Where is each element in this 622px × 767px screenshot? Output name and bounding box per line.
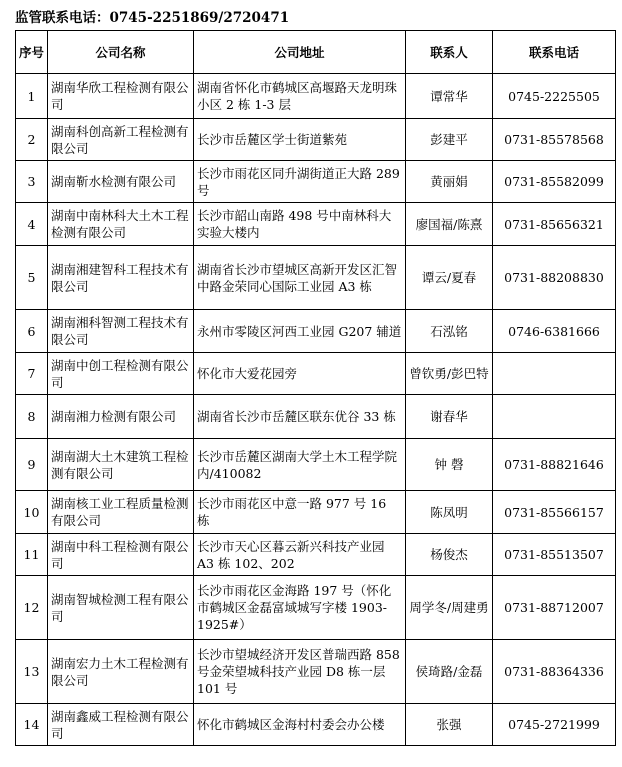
contact-person: 廖国福/陈熹: [406, 203, 493, 246]
table-row: [16, 74, 616, 119]
company-name: 湖南湘建智科工程技术有限公司: [48, 246, 194, 310]
supervision-hotline: 监管联系电话：0745-2251869/2720471: [15, 10, 290, 26]
company-address: 怀化市鹤城区金海村村委会办公楼: [194, 704, 406, 746]
company-table: [15, 30, 616, 746]
company-name: 湖南湘力检测有限公司: [48, 395, 194, 439]
contact-person: 杨俊杰: [406, 534, 493, 576]
company-name: 湖南鑫威工程检测有限公司: [48, 704, 194, 746]
contact-person: 钟 磬: [406, 439, 493, 491]
table-row: [16, 439, 616, 491]
contact-person: 张强: [406, 704, 493, 746]
table-row: [16, 353, 616, 395]
company-address: 长沙市岳麓区学士街道紫苑: [194, 119, 406, 161]
company-name: 湖南湘科智测工程技术有限公司: [48, 310, 194, 353]
company-address: 长沙市岳麓区湖南大学土木工程学院内/410082: [194, 439, 406, 491]
contact-person: 谭云/夏春: [406, 246, 493, 310]
contact-phone: 0731-88364336: [493, 640, 616, 704]
company-name: 湖南中科工程检测有限公司: [48, 534, 194, 576]
company-address: 长沙市雨花区同升湖街道正大路 289 号: [194, 161, 406, 203]
table-row: [16, 310, 616, 353]
contact-phone: 0731-88712007: [493, 576, 616, 640]
row-number: 9: [16, 439, 48, 491]
table-row: [16, 395, 616, 439]
company-address: 长沙市天心区暮云新兴科技产业园 A3 栋 102、202: [194, 534, 406, 576]
row-number: 12: [16, 576, 48, 640]
company-name: 湖南湖大土木建筑工程检测有限公司: [48, 439, 194, 491]
row-number: 1: [16, 74, 48, 119]
table-row: [16, 246, 616, 310]
company-address: 长沙市韶山南路 498 号中南林科大实验大楼内: [194, 203, 406, 246]
contact-phone: 0745-2225505: [493, 74, 616, 119]
row-number: 2: [16, 119, 48, 161]
company-address: 湖南省长沙市岳麓区联东优谷 33 栋: [194, 395, 406, 439]
company-name: 湖南中创工程检测有限公司: [48, 353, 194, 395]
row-number: 10: [16, 491, 48, 534]
contact-phone: [493, 395, 616, 439]
table-row: [16, 119, 616, 161]
company-address: 永州市零陵区河西工业园 G207 辅道: [194, 310, 406, 353]
contact-phone: 0731-88208830: [493, 246, 616, 310]
contact-person: 曾钦勇/彭巴特: [406, 353, 493, 395]
contact-phone: 0731-85513507: [493, 534, 616, 576]
company-name: 湖南核工业工程质量检测有限公司: [48, 491, 194, 534]
company-address: 湖南省怀化市鹤城区高堰路天龙明珠小区 2 栋 1-3 层: [194, 74, 406, 119]
contact-phone: 0746-6381666: [493, 310, 616, 353]
contact-phone: 0731-85582099: [493, 161, 616, 203]
row-number: 11: [16, 534, 48, 576]
table-row: [16, 704, 616, 746]
contact-person: 侯琦路/金磊: [406, 640, 493, 704]
contact-phone: 0731-85566157: [493, 491, 616, 534]
contact-person: 陈凤明: [406, 491, 493, 534]
company-address: 湖南省长沙市望城区高新开发区汇智中路金荣同心国际工业园 A3 栋: [194, 246, 406, 310]
company-name: 湖南宏力土木工程检测有限公司: [48, 640, 194, 704]
row-number: 7: [16, 353, 48, 395]
table-row: [16, 534, 616, 576]
company-name: 湖南中南林科大土木工程检测有限公司: [48, 203, 194, 246]
header-contact: 联系人: [406, 31, 493, 74]
company-address: 长沙市雨花区金海路 197 号（怀化市鹤城区金磊富域城写字楼 1903-1925#）: [194, 576, 406, 640]
table-row: [16, 640, 616, 704]
header-row: [16, 31, 616, 74]
company-name: 湖南科创高新工程检测有限公司: [48, 119, 194, 161]
contact-person: 周学冬/周建勇: [406, 576, 493, 640]
row-number: 4: [16, 203, 48, 246]
contact-phone: 0745-2721999: [493, 704, 616, 746]
contact-person: 谭常华: [406, 74, 493, 119]
contact-phone: 0731-88821646: [493, 439, 616, 491]
table-row: [16, 161, 616, 203]
company-address: 长沙市雨花区中意一路 977 号 16 栋: [194, 491, 406, 534]
row-number: 3: [16, 161, 48, 203]
row-number: 6: [16, 310, 48, 353]
table-row: [16, 491, 616, 534]
header-name: 公司名称: [48, 31, 194, 74]
header-address: 公司地址: [194, 31, 406, 74]
row-number: 8: [16, 395, 48, 439]
header-no: 序号: [16, 31, 48, 74]
row-number: 14: [16, 704, 48, 746]
row-number: 5: [16, 246, 48, 310]
contact-phone: 0731-85578568: [493, 119, 616, 161]
contact-person: 彭建平: [406, 119, 493, 161]
company-address: 怀化市大爱花园旁: [194, 353, 406, 395]
contact-person: 黄丽娟: [406, 161, 493, 203]
row-number: 13: [16, 640, 48, 704]
contact-person: 石泓铭: [406, 310, 493, 353]
company-address: 长沙市望城经济开发区普瑞西路 858 号金荣望城科技产业园 D8 栋一层 101 号: [194, 640, 406, 704]
contact-person: 谢春华: [406, 395, 493, 439]
contact-phone: [493, 353, 616, 395]
table-row: [16, 203, 616, 246]
company-name: 湖南靳水检测有限公司: [48, 161, 194, 203]
company-name: 湖南华欣工程检测有限公司: [48, 74, 194, 119]
contact-phone: 0731-85656321: [493, 203, 616, 246]
table-row: [16, 576, 616, 640]
company-name: 湖南智城检测工程有限公司: [48, 576, 194, 640]
header-phone: 联系电话: [493, 31, 616, 74]
